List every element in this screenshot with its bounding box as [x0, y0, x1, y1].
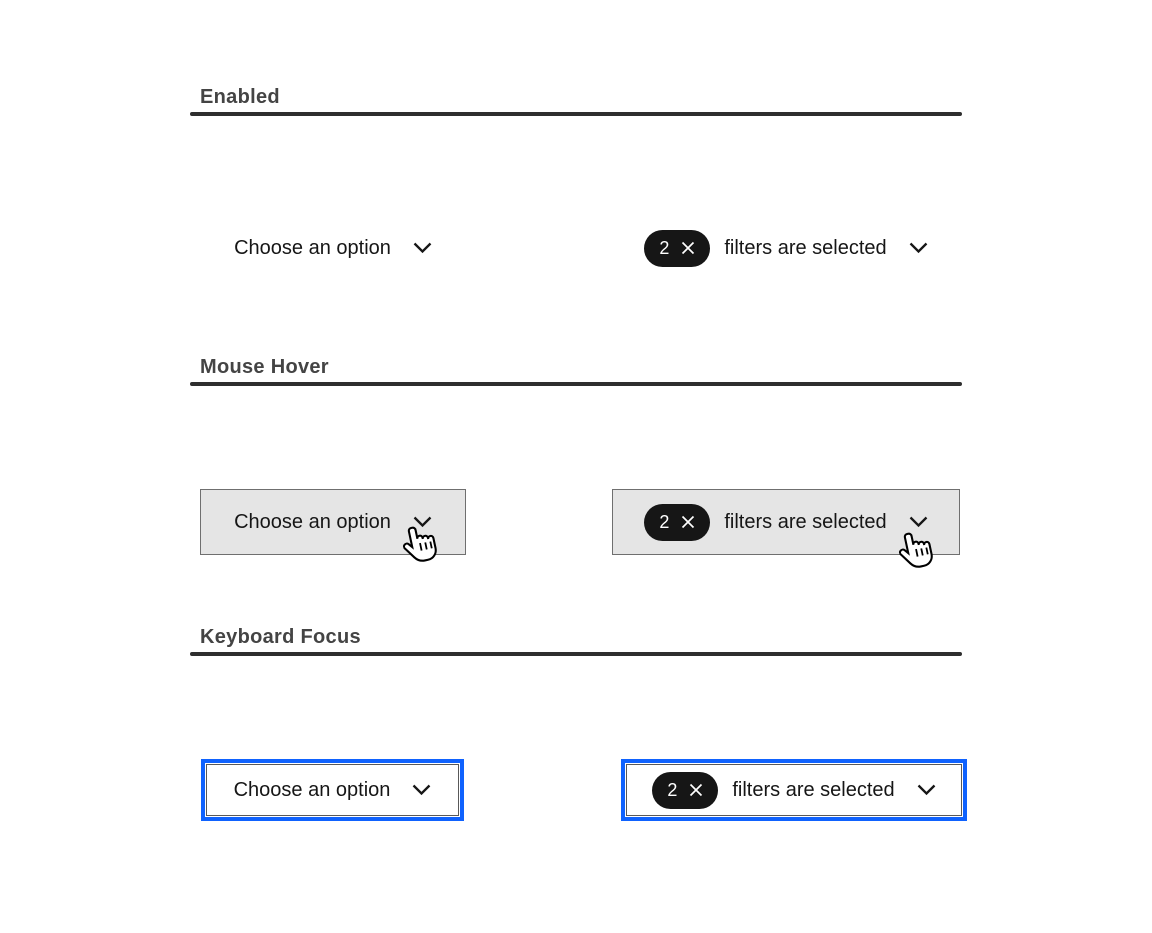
section-title-keyboard-focus: Keyboard Focus — [200, 626, 361, 648]
clear-x-icon[interactable] — [681, 515, 695, 529]
dropdown-label: filters are selected — [732, 778, 895, 801]
chevron-down-icon — [412, 784, 431, 796]
dropdown-label: Choose an option — [234, 236, 391, 259]
section-divider — [190, 652, 962, 656]
tag-count: 2 — [659, 237, 670, 258]
dropdown-label: Choose an option — [234, 510, 391, 533]
dropdown-label: filters are selected — [724, 510, 887, 533]
chevron-down-icon — [413, 516, 432, 528]
dropdown-label: Choose an option — [233, 778, 391, 801]
clear-x-icon[interactable] — [689, 783, 703, 797]
dropdown-single-enabled[interactable] — [200, 215, 466, 281]
section-title-mouse-hover: Mouse Hover — [200, 356, 329, 378]
tag-count: 2 — [667, 779, 678, 800]
chevron-down-icon — [413, 242, 432, 254]
chevron-down-icon — [909, 242, 928, 254]
multiselect-hover[interactable] — [612, 489, 960, 555]
chevron-down-icon — [909, 516, 928, 528]
dropdown-single-hover[interactable] — [200, 489, 466, 555]
multiselect-enabled[interactable] — [612, 215, 960, 281]
section-divider — [190, 112, 962, 116]
dropdown-single-focus[interactable] — [201, 759, 464, 821]
tag-count: 2 — [659, 511, 670, 532]
section-title-enabled: Enabled — [200, 86, 280, 108]
dropdown-label: filters are selected — [724, 236, 887, 259]
section-divider — [190, 382, 962, 386]
multiselect-focus[interactable] — [621, 759, 967, 821]
clear-x-icon[interactable] — [681, 241, 695, 255]
selected-count-tag[interactable] — [644, 504, 710, 541]
chevron-down-icon — [917, 784, 936, 796]
selected-count-tag[interactable] — [652, 772, 718, 809]
selected-count-tag[interactable] — [644, 230, 710, 267]
